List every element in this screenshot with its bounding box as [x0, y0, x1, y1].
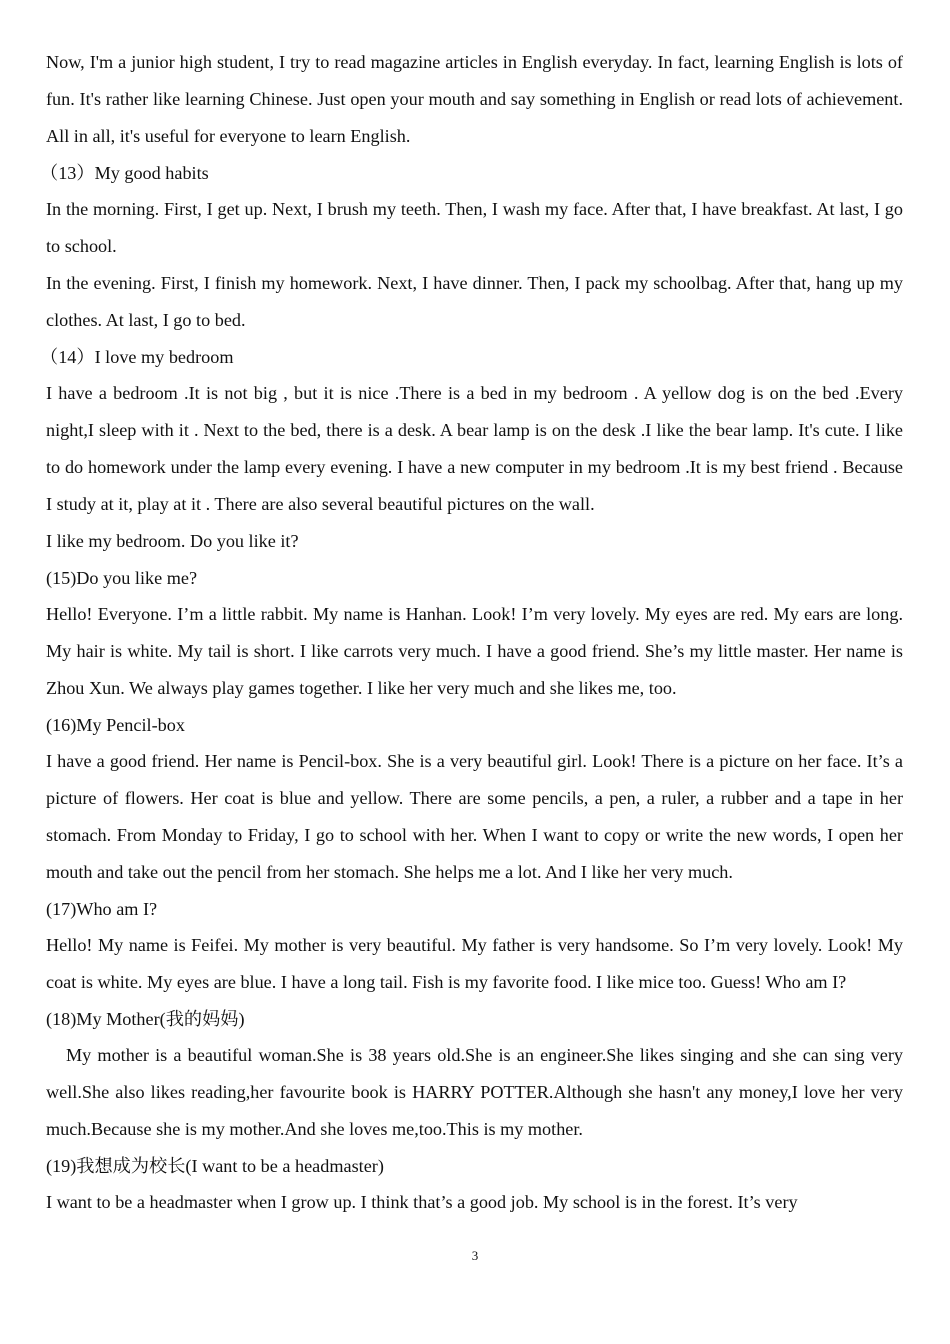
heading-19: (19)我想成为校长(I want to be a headmaster): [46, 1156, 384, 1176]
paragraph-17: Hello! My name is Feifei. My mother is very beautiful. My father is very handsome. So I’m very lovely. Look! My coat is white. My eyes are blue. I have a long tail. Fish is my favorite food. I like mice too. Guess! Who am I?: [46, 935, 903, 992]
paragraph-19: I want to be a headmaster when I grow up. I think that’s a good job. My school is in the forest. It’s very: [46, 1192, 798, 1212]
paragraph-13-evening: In the evening. First, I finish my homework. Next, I have dinner. Then, I pack my schoolbag. After that, hang up my clothes. At last, I go to bed.: [46, 273, 903, 330]
paragraph-16: I have a good friend. Her name is Pencil-box. She is a very beautiful girl. Look! There is a picture on her face. It’s a picture of flowers. Her coat is blue and yellow. There are some pencils, a pen, a ruler, a rubber and a tape in her stomach. From Monday to Friday, I go to school with her. When I want to copy or write the new words, I open her mouth and take out the pencil from her stomach. She helps me a lot. And I like her very much.: [46, 751, 903, 882]
heading-18: (18)My Mother(我的妈妈): [46, 1009, 245, 1029]
paragraph-15: Hello! Everyone. I’m a little rabbit. My name is Hanhan. Look! I’m very lovely. My eyes are red. My ears are long. My hair is white. My tail is short. I like carrots very much. I have a good friend. She’s my little master. Her name is Zhou Xun. We always play games together. I like her very much and she likes me, too.: [46, 604, 903, 698]
heading-16: (16)My Pencil-box: [46, 715, 185, 735]
paragraph-14-body: I have a bedroom .It is not big , but it is nice .There is a bed in my bedroom . A yellow dog is on the bed .Every night,I sleep with it . Next to the bed, there is a desk. A bear lamp is on the desk .I like the bear lamp. It's cute. I like to do homework under the lamp every evening. I have a new computer in my bedroom .It is my best friend . Because I study at it, play at it . There are also several beautiful pictures on the wall.: [46, 383, 903, 514]
paragraph-13-morning: In the morning. First, I get up. Next, I brush my teeth. Then, I wash my face. After that, I have breakfast. At last, I go to school.: [46, 199, 903, 256]
heading-13: （13）My good habits: [40, 163, 209, 183]
paragraph-14-closing: I like my bedroom. Do you like it?: [46, 531, 299, 551]
heading-17: (17)Who am I?: [46, 899, 158, 919]
page-number: 3: [471, 1248, 479, 1263]
document-page: [40, 44, 903, 1221]
paragraph-intro: Now, I'm a junior high student, I try to read magazine articles in English everyday. In fact, learning English is lots of fun. It's rather like learning Chinese. Just open your mouth and say something in English or read lots of achievement. All in all, it's useful for everyone to learn English.: [46, 52, 903, 146]
paragraph-18: My mother is a beautiful woman.She is 38 years old.She is an engineer.She likes singing and she can sing very well.She also likes reading,her favourite book is HARRY POTTER.Although she hasn't any money,I love her very much.Because she is my mother.And she loves me,too.This is my mother.: [46, 1045, 903, 1139]
heading-14: （14）I love my bedroom: [40, 347, 234, 367]
heading-15: (15)Do you like me?: [46, 568, 198, 588]
